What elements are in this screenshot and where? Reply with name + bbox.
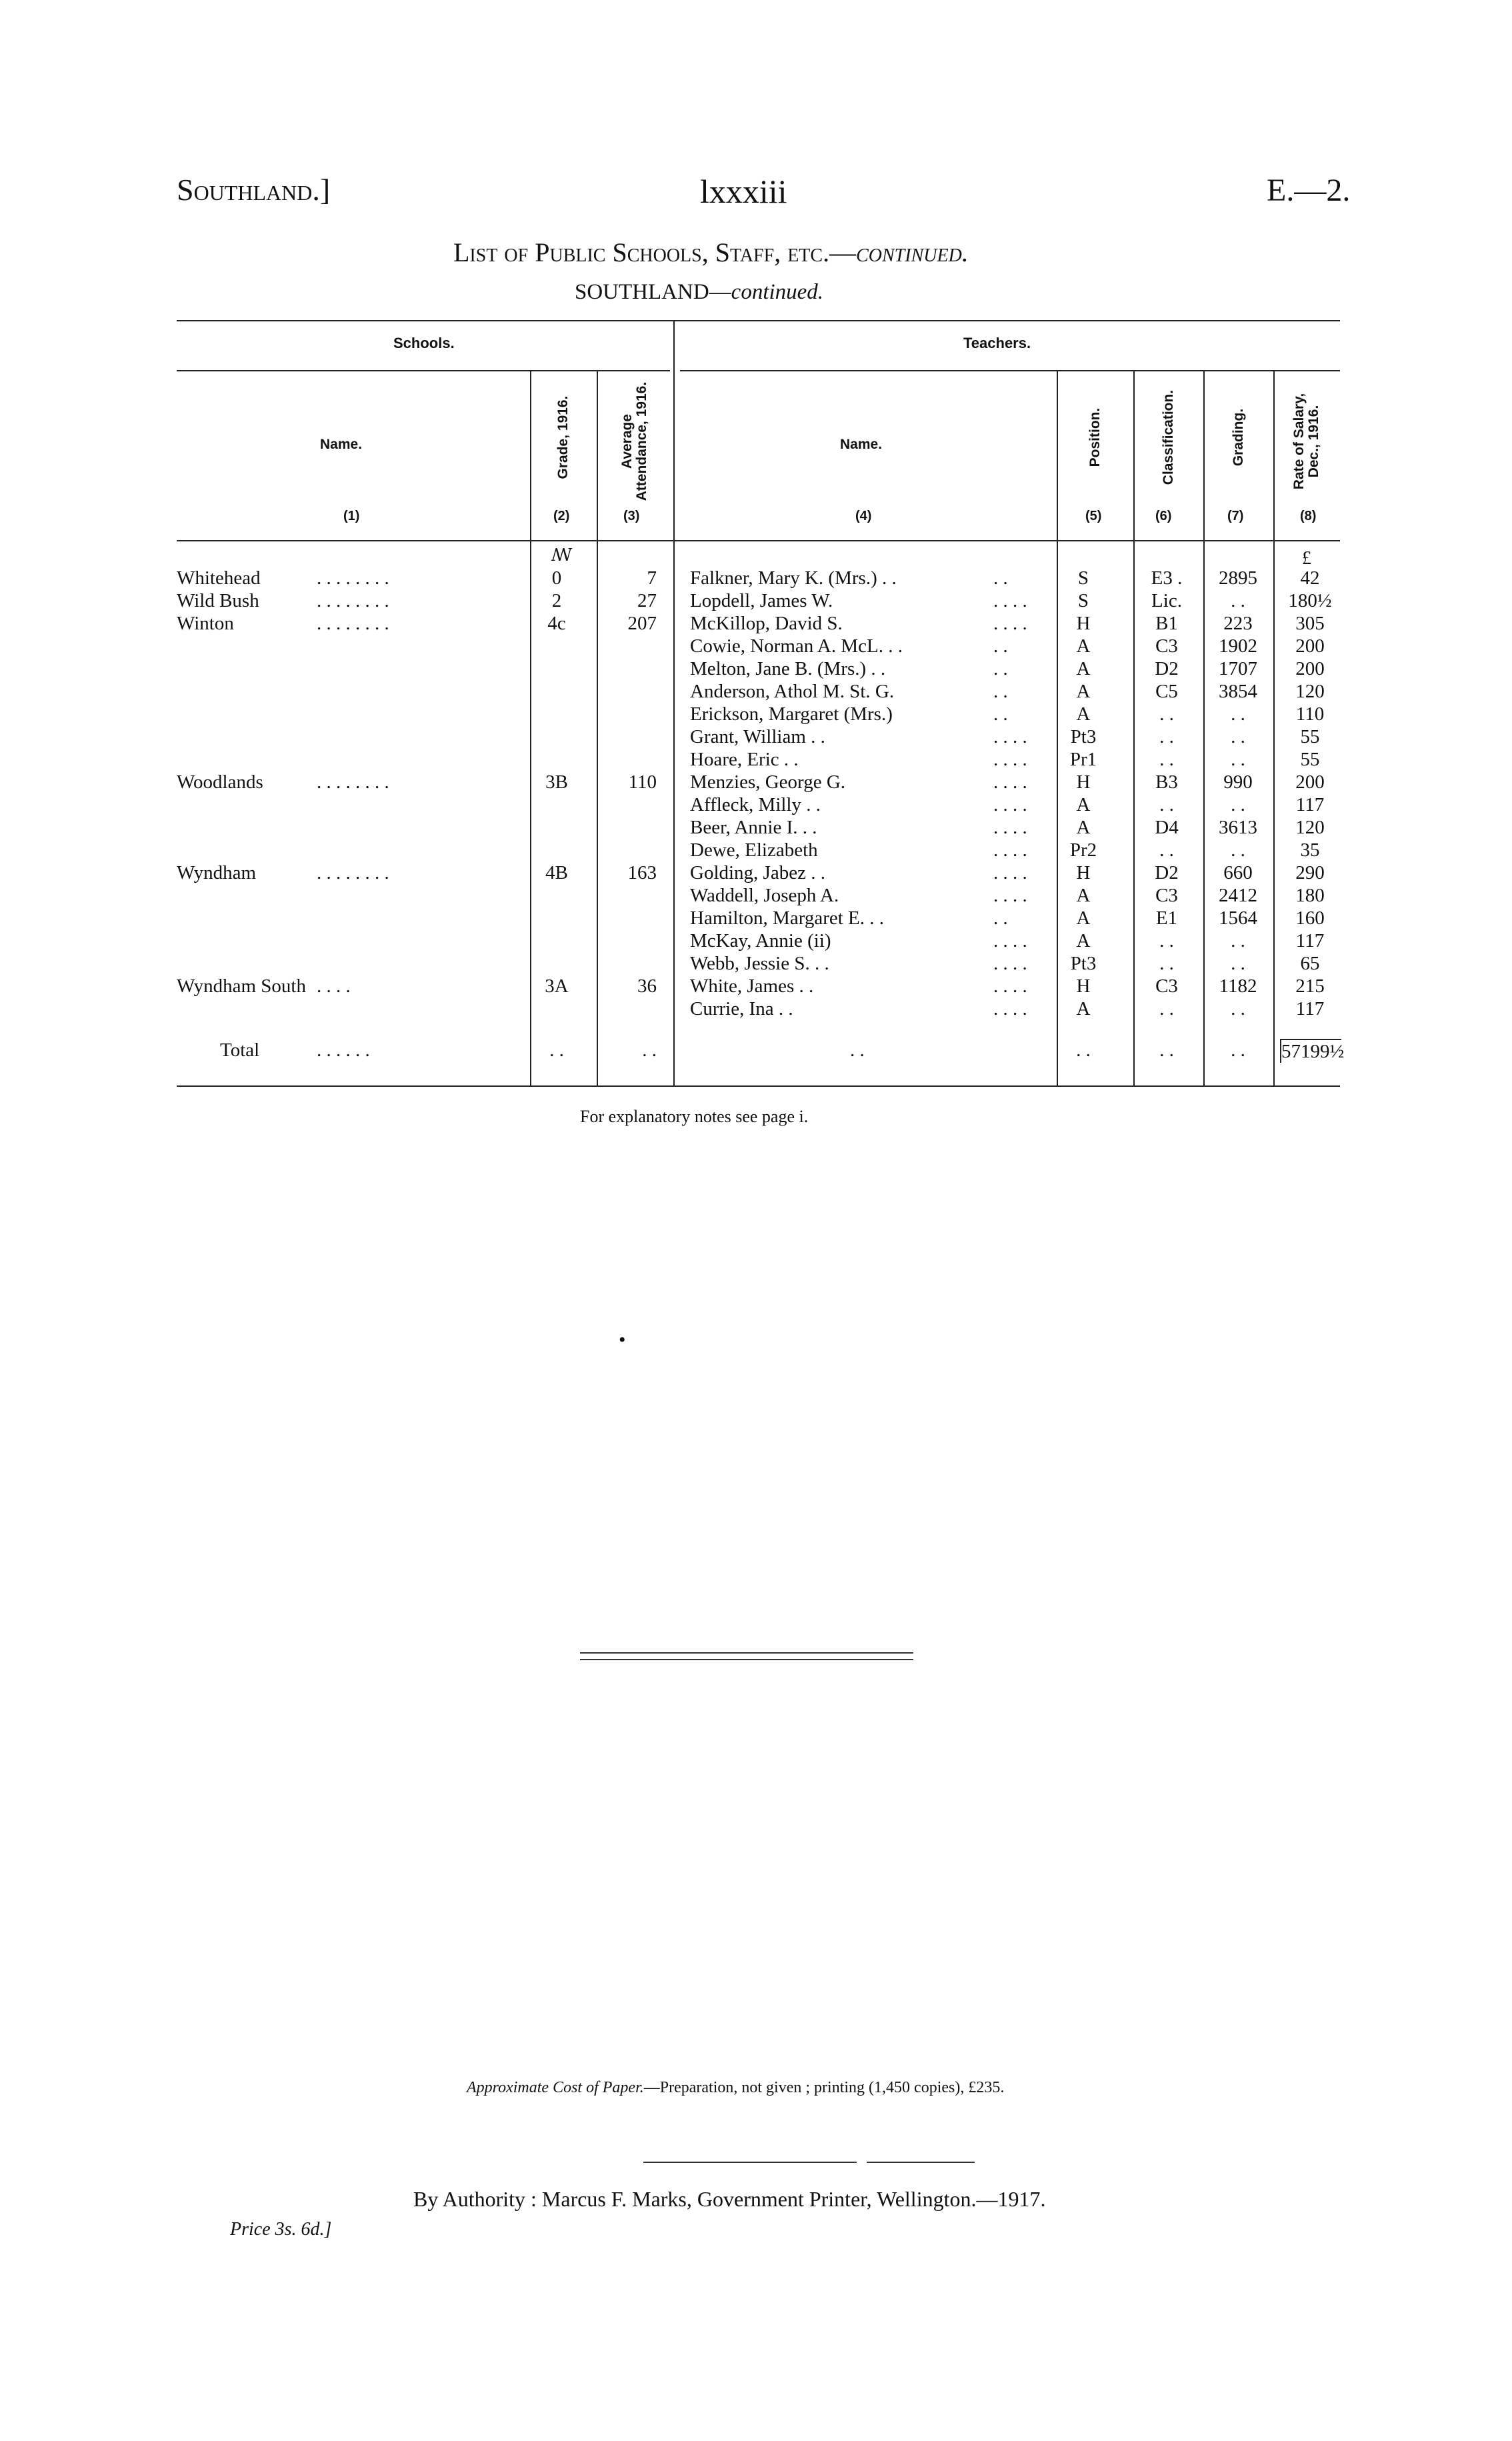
col-number-6: (6) xyxy=(1155,509,1172,523)
school-grade: 4c xyxy=(547,613,566,634)
col-number-4: (4) xyxy=(855,509,872,523)
list-title-main: List of Public Schools, Staff, etc.— xyxy=(453,237,857,267)
school-name: Wild Bush xyxy=(177,590,259,611)
teacher-leader-dots: . . . . xyxy=(993,749,1027,770)
teacher-leader-dots: . . . . xyxy=(993,771,1027,793)
position-header: Position. xyxy=(1087,407,1103,467)
total-classification: . . xyxy=(1159,1039,1174,1061)
teacher-position: H xyxy=(1076,613,1091,634)
teacher-classification: . . xyxy=(1159,794,1174,815)
teacher-salary-rate: 65 xyxy=(1300,953,1320,974)
teacher-leader-dots: . . . . xyxy=(993,862,1027,883)
page-header-left: Southland.] xyxy=(177,173,331,207)
teacher-grading: 223 xyxy=(1223,613,1253,634)
teacher-leader-dots: . . xyxy=(993,567,1008,589)
authority-rule-right xyxy=(867,2162,975,2163)
teacher-name: Lopdell, James W. xyxy=(690,590,833,611)
teacher-classification: B1 xyxy=(1155,613,1178,634)
teacher-position: Pt3 xyxy=(1070,953,1097,974)
authority-rule-left xyxy=(643,2162,857,2163)
teacher-name: Currie, Ina . . xyxy=(690,998,793,1019)
teacher-leader-dots: . . . . xyxy=(993,998,1027,1019)
separator-rule-top xyxy=(580,1652,913,1654)
total-grading: . . xyxy=(1231,1039,1245,1061)
teacher-salary-rate: 160 xyxy=(1295,907,1325,929)
currency-symbol: £ xyxy=(1302,548,1311,569)
table-row xyxy=(177,589,1340,612)
teacher-position: A xyxy=(1076,930,1091,951)
teacher-position: A xyxy=(1076,998,1091,1019)
col-number-3: (3) xyxy=(623,509,640,523)
teacher-classification: . . xyxy=(1159,703,1174,725)
school-attendance: 7 xyxy=(647,567,657,589)
list-title xyxy=(453,237,969,268)
teacher-name: Falkner, Mary K. (Mrs.) . . xyxy=(690,567,897,589)
col-number-2: (2) xyxy=(553,509,570,523)
teacher-leader-dots: . . . . xyxy=(993,885,1027,906)
school-attendance: 27 xyxy=(637,590,657,611)
total-position: . . xyxy=(1076,1039,1091,1061)
teacher-salary-rate: 117 xyxy=(1295,998,1325,1019)
teacher-salary-rate: 110 xyxy=(1295,703,1325,725)
teacher-classification: . . xyxy=(1159,930,1174,951)
teacher-position: A xyxy=(1076,703,1091,725)
school-grade: 0 xyxy=(551,567,562,589)
teachers-group-rule xyxy=(680,370,1340,371)
teacher-name: Waddell, Joseph A. xyxy=(690,885,839,906)
table-row xyxy=(177,839,1340,861)
teacher-leader-dots: . . xyxy=(993,907,1008,929)
teacher-position: A xyxy=(1076,794,1091,815)
table-row xyxy=(177,680,1340,703)
school-attendance: 163 xyxy=(627,862,657,883)
teacher-grading: 2412 xyxy=(1219,885,1257,906)
classification-header: Classification. xyxy=(1161,389,1176,485)
teacher-classification: E1 xyxy=(1155,907,1178,929)
teacher-salary-rate: 55 xyxy=(1300,726,1320,747)
region-title-continued: continued. xyxy=(731,280,824,304)
teacher-salary-rate: 120 xyxy=(1295,681,1325,702)
teacher-leader-dots: . . . . xyxy=(993,975,1027,997)
bullet-mark: • xyxy=(619,1329,626,1351)
teacher-classification: C3 xyxy=(1155,885,1178,906)
total-name-dots: . . xyxy=(850,1039,865,1061)
school-leader-dots: . . . . . . . . xyxy=(317,567,389,589)
teacher-position: Pr2 xyxy=(1069,839,1097,861)
teacher-salary-rate: 35 xyxy=(1300,839,1320,861)
teacher-classification: B3 xyxy=(1155,771,1178,793)
teacher-salary-rate: 200 xyxy=(1295,658,1325,679)
teacher-leader-dots: . . xyxy=(993,681,1008,702)
school-grade: 2 xyxy=(551,590,562,611)
teacher-salary-rate: 120 xyxy=(1295,817,1325,838)
teacher-position: H xyxy=(1076,862,1091,883)
table-row xyxy=(177,567,1340,589)
teacher-classification: . . xyxy=(1159,953,1174,974)
school-leader-dots: . . . . . . . . xyxy=(317,771,389,793)
teacher-grading: . . xyxy=(1231,998,1245,1019)
table-row xyxy=(177,952,1340,975)
teacher-classification: C3 xyxy=(1155,975,1178,997)
teacher-position: A xyxy=(1076,907,1091,929)
teacher-grading: . . xyxy=(1231,703,1245,725)
teacher-classification: C5 xyxy=(1155,681,1178,702)
teacher-classification: . . xyxy=(1159,839,1174,861)
teacher-leader-dots: . . . . xyxy=(993,794,1027,815)
teacher-grading: 1564 xyxy=(1219,907,1257,929)
teacher-salary-rate: 42 xyxy=(1300,567,1320,589)
teacher-grading: 990 xyxy=(1223,771,1253,793)
school-attendance: 36 xyxy=(637,975,657,997)
teacher-salary-rate: 290 xyxy=(1295,862,1325,883)
teacher-grading: . . xyxy=(1231,726,1245,747)
total-attendance: . . xyxy=(642,1039,657,1061)
teacher-name: Menzies, George G. xyxy=(690,771,846,793)
total-grade: . . xyxy=(549,1039,564,1061)
teacher-leader-dots: . . . . xyxy=(993,953,1027,974)
total-leader-dots: . . . . . . xyxy=(317,1039,370,1061)
teacher-grading: . . xyxy=(1231,930,1245,951)
teacher-salary-rate: 305 xyxy=(1295,613,1325,634)
teacher-classification: . . xyxy=(1159,998,1174,1019)
teacher-position: A xyxy=(1076,885,1091,906)
teacher-name: Grant, William . . xyxy=(690,726,825,747)
school-leader-dots: . . . . . . . . xyxy=(317,862,389,883)
teacher-grading: 1182 xyxy=(1219,975,1257,997)
teacher-leader-dots: . . . . xyxy=(993,726,1027,747)
teacher-leader-dots: . . xyxy=(993,658,1008,679)
school-name: Woodlands xyxy=(177,771,263,793)
school-grade: 3A xyxy=(545,975,569,997)
teacher-classification: . . xyxy=(1159,749,1174,770)
table-row xyxy=(177,975,1340,997)
teacher-grading: 2895 xyxy=(1219,567,1257,589)
teacher-classification: D2 xyxy=(1155,658,1179,679)
teacher-name: Dewe, Elizabeth xyxy=(690,839,818,861)
table-row xyxy=(177,816,1340,839)
teacher-leader-dots: . . . . xyxy=(993,930,1027,951)
teachers-group-label: Teachers. xyxy=(963,335,1031,351)
table-row xyxy=(177,771,1340,793)
teacher-leader-dots: . . . . xyxy=(993,839,1027,861)
teacher-salary-rate: 180½ xyxy=(1288,590,1332,611)
separator-rule-bottom xyxy=(580,1659,913,1660)
school-name: Wyndham South xyxy=(177,975,306,997)
teacher-leader-dots: . . . . xyxy=(993,613,1027,634)
teacher-leader-dots: . . xyxy=(993,703,1008,725)
schools-group-rule xyxy=(177,370,670,371)
school-leader-dots: . . . . xyxy=(317,975,351,997)
table-row xyxy=(177,657,1340,680)
teacher-position: H xyxy=(1076,975,1091,997)
teacher-classification: D4 xyxy=(1155,817,1179,838)
teacher-grading: . . xyxy=(1231,953,1245,974)
grading-header: Grading. xyxy=(1231,408,1246,467)
teacher-position: Pt3 xyxy=(1070,726,1097,747)
grade-mark-icon: ꟿ xyxy=(551,545,573,565)
teacher-classification: E3 . xyxy=(1151,567,1183,589)
total-rate: 57199½ xyxy=(1280,1039,1341,1063)
schools-staff-table xyxy=(177,320,1345,1087)
page-header-right: E.—2. xyxy=(1267,173,1351,208)
table-row xyxy=(177,748,1340,771)
school-name: Winton xyxy=(177,613,234,634)
teacher-classification: Lic. xyxy=(1151,590,1182,611)
teacher-position: S xyxy=(1077,567,1089,589)
price-note: Price 3s. 6d.] xyxy=(230,2219,332,2240)
teacher-grading: 3854 xyxy=(1219,681,1257,702)
col-number-5: (5) xyxy=(1085,509,1102,523)
table-row xyxy=(177,725,1340,748)
table-row xyxy=(177,703,1340,725)
teacher-name-header: Name. xyxy=(840,437,883,452)
teacher-position: A xyxy=(1076,658,1091,679)
table-row xyxy=(177,612,1340,635)
col-number-1: (1) xyxy=(343,509,360,523)
teacher-salary-rate: 215 xyxy=(1295,975,1325,997)
region-title-main: SOUTHLAND— xyxy=(575,280,731,304)
grade-header: Grade, 1916. xyxy=(555,395,571,479)
table-row xyxy=(177,861,1340,884)
school-name: Wyndham xyxy=(177,862,257,883)
header-bottom-rule xyxy=(177,540,1340,541)
teacher-name: McKillop, David S. xyxy=(690,613,843,634)
school-leader-dots: . . . . . . . . xyxy=(317,613,389,634)
table-row xyxy=(177,997,1340,1020)
table-row xyxy=(177,793,1340,816)
explanatory-note: For explanatory notes see page i. xyxy=(580,1107,809,1126)
teacher-grading: 1707 xyxy=(1219,658,1257,679)
cost-of-paper-label: Approximate Cost of Paper. xyxy=(467,2079,644,2096)
teacher-grading: . . xyxy=(1231,839,1245,861)
teacher-grading: 660 xyxy=(1223,862,1253,883)
table-row xyxy=(177,929,1340,952)
teacher-grading: 3613 xyxy=(1219,817,1257,838)
teacher-position: A xyxy=(1076,635,1091,657)
teacher-name: Webb, Jessie S. . . xyxy=(690,953,829,974)
teacher-name: Affleck, Milly . . xyxy=(690,794,821,815)
school-leader-dots: . . . . . . . . xyxy=(317,590,389,611)
teacher-position: A xyxy=(1076,681,1091,702)
teacher-salary-rate: 200 xyxy=(1295,635,1325,657)
table-row xyxy=(177,907,1340,929)
teacher-grading: 1902 xyxy=(1219,635,1257,657)
school-name-header: Name. xyxy=(320,437,363,452)
teacher-salary-rate: 117 xyxy=(1295,930,1325,951)
teacher-leader-dots: . . . . xyxy=(993,590,1027,611)
teacher-name: McKay, Annie (ii) xyxy=(690,930,831,951)
rate-header: Rate of Salary, Dec., 1916. xyxy=(1291,393,1321,490)
cost-of-paper xyxy=(467,2079,1004,2097)
region-title xyxy=(575,280,823,305)
teacher-name: Golding, Jabez . . xyxy=(690,862,825,883)
table-row xyxy=(177,884,1340,907)
teacher-position: H xyxy=(1076,771,1091,793)
attendance-header: Average Attendance, 1916. xyxy=(619,381,649,501)
table-bottom-rule xyxy=(177,1085,1340,1087)
teacher-name: White, James . . xyxy=(690,975,814,997)
table-top-rule xyxy=(177,320,1340,321)
teacher-name: Hamilton, Margaret E. . . xyxy=(690,907,885,929)
teacher-name: Melton, Jane B. (Mrs.) . . xyxy=(690,658,886,679)
teacher-classification: C3 xyxy=(1155,635,1178,657)
teacher-grading: . . xyxy=(1231,590,1245,611)
printer-authority: By Authority : Marcus F. Marks, Government Printer, Wellington.—1917. xyxy=(413,2187,1046,2211)
teacher-leader-dots: . . . . xyxy=(993,817,1027,838)
total-label: Total xyxy=(220,1039,260,1061)
teacher-grading: . . xyxy=(1231,794,1245,815)
teacher-name: Erickson, Margaret (Mrs.) xyxy=(690,703,893,725)
school-grade: 3B xyxy=(545,771,568,793)
teacher-position: A xyxy=(1076,817,1091,838)
teacher-classification: . . xyxy=(1159,726,1174,747)
school-attendance: 207 xyxy=(627,613,657,634)
teacher-salary-rate: 180 xyxy=(1295,885,1325,906)
school-grade: 4B xyxy=(545,862,568,883)
col-number-8: (8) xyxy=(1300,509,1317,523)
teacher-classification: D2 xyxy=(1155,862,1179,883)
teacher-name: Anderson, Athol M. St. G. xyxy=(690,681,895,702)
teacher-salary-rate: 117 xyxy=(1295,794,1325,815)
teacher-leader-dots: . . xyxy=(993,635,1008,657)
table-row xyxy=(177,635,1340,657)
total-row xyxy=(177,1039,1345,1062)
school-attendance: 110 xyxy=(628,771,657,793)
teacher-salary-rate: 55 xyxy=(1300,749,1320,770)
col-number-7: (7) xyxy=(1227,509,1244,523)
school-name: Whitehead xyxy=(177,567,261,589)
teacher-name: Hoare, Eric . . xyxy=(690,749,799,770)
list-title-continued: continued. xyxy=(856,237,969,267)
schools-group-label: Schools. xyxy=(393,335,455,351)
teacher-grading: . . xyxy=(1231,749,1245,770)
teacher-position: S xyxy=(1077,590,1089,611)
teacher-position: Pr1 xyxy=(1069,749,1097,770)
cost-of-paper-text: —Preparation, not given ; printing (1,450 copies), £235. xyxy=(643,2079,1005,2096)
teacher-name: Cowie, Norman A. McL. . . xyxy=(690,635,903,657)
page-number: lxxxiii xyxy=(700,173,787,210)
teacher-salary-rate: 200 xyxy=(1295,771,1325,793)
teacher-name: Beer, Annie I. . . xyxy=(690,817,817,838)
